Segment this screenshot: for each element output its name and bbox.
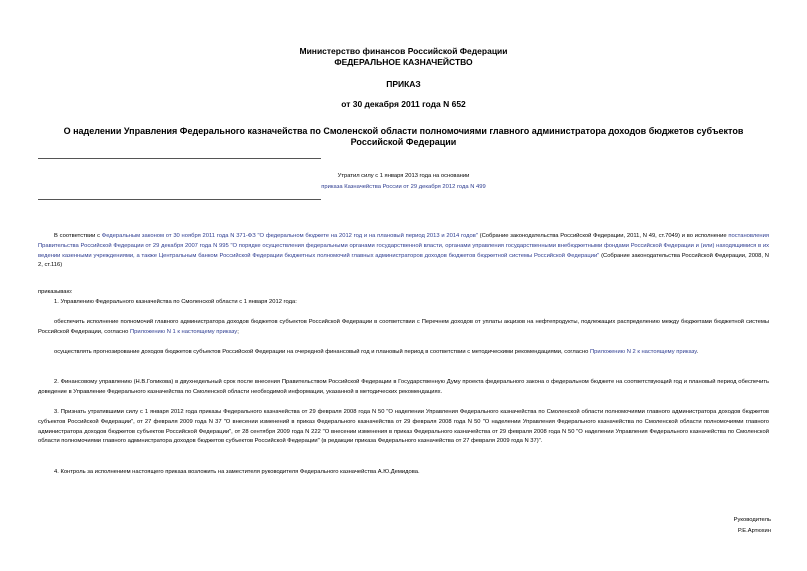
preamble-text-1: В соответствии с	[54, 233, 102, 239]
status-note-container	[0, 182, 807, 192]
document-title: О наделении Управления Федерального казначейства по Смоленской области полномочиями главного администратора доходов бюджетов субъектов Российской Федерации	[63, 126, 744, 147]
item-1b-paragraph	[38, 348, 769, 358]
divider-bottom	[38, 199, 321, 200]
item-1b-tail: .	[696, 349, 699, 355]
preamble-paragraph	[38, 232, 769, 271]
agency-name: ФЕДЕРАЛЬНОЕ КАЗНАЧЕЙСТВО	[334, 57, 473, 67]
item-1: 1. Управлению Федерального казначейства по Смоленской области с 1 января 2012 года:	[54, 299, 297, 305]
appendix-2-link[interactable]: Приложению N 2 к настоящему приказу	[589, 349, 697, 355]
item-4: 4. Контроль за исполнением настоящего приказа возложить на заместителя руководителя Федерального казначейства А.Ю.Демидова.	[54, 469, 420, 475]
item-3: 3. Признать утратившими силу с 1 января 2012 года приказы Федерального казначейства от 29 февраля 2008 года N 50 "О наделении Управления Федерального казначейства по Смоленской области полномочиями главного администратора доходов бюджетов субъектов Российской Федерации", от 27 февраля 2009 года N 37 "О внесении изменений в приказ Федерального казначейства от 29 февраля 2008 года N 50 "О наделении Управления Федерального казначейства по Смоленской области полномочиями главного администратора доходов бюджетов субъектов Российской Федерации", от 28 сентября 2009 года N 222 "О внесении изменения в приказ Федерального казначейства от 29 февраля 2008 года N 50 "О наделении Управления Федерального казначейства по Смоленской области полномочиями главного администратора доходов бюджетов субъектов Российской Федерации" (в редакции приказа Федерального казначейства от 27 февраля 2009 года N 37)".	[38, 409, 769, 445]
ministry-name: Министерство финансов Российской Федерации	[299, 46, 508, 56]
divider-top	[38, 158, 321, 159]
government-decree-link[interactable]: постановления Правительства Российской Федерации от 29 декабря 2007 года N 995 "О порядке осуществления федеральными органами государственной власти, органами управления государственными внебюджетными фондами Российской Федерации и (или) находящимися в их ведении казенными учреждениями, а также Центральным банком Российской Федерации бюджетных полномочий главных администраторов доходов бюджетов бюджетной системы Российской Федерации"	[38, 233, 770, 259]
signature-name: Р.Е.Артюхин	[737, 528, 771, 534]
appendix-1-link[interactable]: Приложению N 1 к настоящему приказу	[129, 328, 238, 335]
signature-role: Руководитель	[733, 517, 771, 523]
preamble-text-2: (Собрание законодательства Российской Федерации, 2011, N 49, ст.7049) и во исполнение	[477, 233, 729, 239]
item-1a-text: обеспечить исполнение полномочий главного администратора доходов бюджетов субъектов Российской Федерации в соответствии с Перечнем доходов от уплаты акцизов на нефтепродукты, подлежащих распределению между бюджетами бюджетной системы Российской Федерации, согласно	[38, 319, 769, 335]
preamble-text-3: (Собрание законодательства Российской Федерации, 2008, N 2, ст.116)	[38, 252, 769, 269]
status-note: Утратил силу с 1 января 2013 года на основании	[337, 173, 470, 179]
item-1a-paragraph	[38, 318, 769, 338]
item-2: 2. Финансовому управлению (Н.В.Голикова) в двухнедельный срок после внесения Правительством Российской Федерации в Государственную Думу проекта федерального закона о федеральном бюджете на соответствующий год и плановый период обеспечить доведение в Управление Федерального казначейства по Смоленской области необходимой информации, указанной в методических рекомендациях.	[38, 379, 769, 395]
document-date-number: от 30 декабря 2011 года N 652	[341, 99, 466, 109]
order-word: приказываю:	[38, 289, 73, 295]
document-type: ПРИКАЗ	[386, 79, 421, 89]
federal-law-link[interactable]: Федеральным законом от 30 ноября 2011 года N 371-ФЗ "О федеральном бюджете на 2012 год и на плановый период 2013 и 2014 годов"	[101, 233, 478, 239]
item-1b-text: осуществлять прогнозирование доходов бюджетов субъектов Российской Федерации на очередной финансовый год и плановый период в соответствии с методическими рекомендациями, согласно	[54, 349, 590, 355]
repeal-order-link[interactable]: приказа Казначейства России от 29 декабря 2012 года N 499	[321, 184, 486, 190]
item-1a-tail: ;	[237, 328, 239, 335]
